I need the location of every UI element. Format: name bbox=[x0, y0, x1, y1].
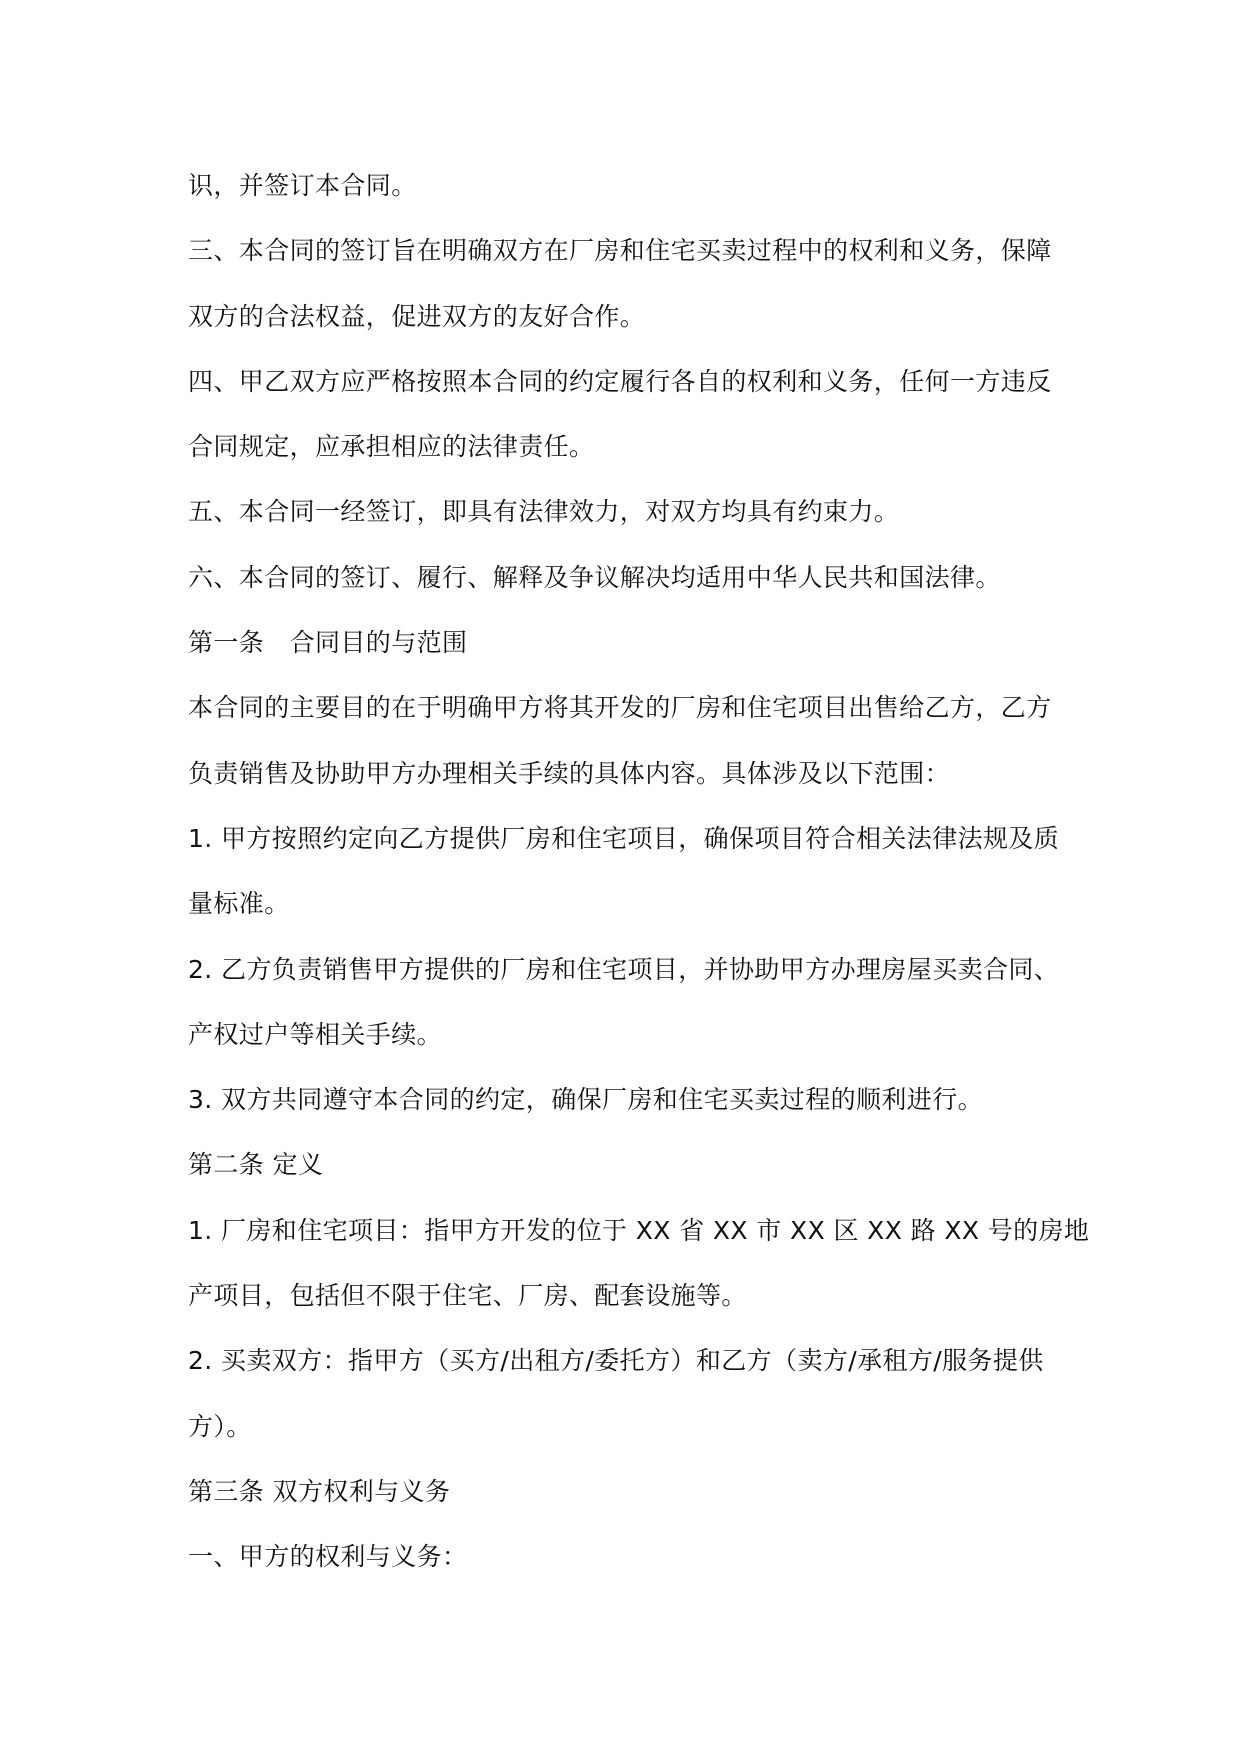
text-line: 四、甲乙双方应严格按照本合同的约定履行各自的权利和义务，任何一方违反 bbox=[188, 366, 1052, 396]
text-line: 本合同的主要目的在于明确甲方将其开发的厂房和住宅项目出售给乙方，乙方 bbox=[188, 693, 1052, 723]
list-item: 3. 双方共同遵守本合同的约定，确保厂房和住宅买卖过程的顺利进行。 bbox=[188, 1085, 984, 1115]
text-line: 合同规定，应承担相应的法律责任。 bbox=[188, 432, 595, 462]
text-line: 五、本合同一经签订，即具有法律效力，对双方均具有约束力。 bbox=[188, 497, 900, 527]
section-heading: 第二条 定义 bbox=[188, 1150, 324, 1180]
text-line: 识，并签订本合同。 bbox=[188, 171, 417, 200]
text-line: 方）。 bbox=[188, 1411, 252, 1441]
list-item: 1. 厂房和住宅项目：指甲方开发的位于 XX 省 XX 市 XX 区 XX 路 XX 号的房地 bbox=[188, 1215, 1090, 1245]
text-line: 产权过户等相关手续。 bbox=[188, 1019, 443, 1049]
list-item: 1. 甲方按照约定向乙方提供厂房和住宅项目，确保项目符合相关法律法规及质 bbox=[188, 823, 1060, 853]
section-heading: 第三条 双方权利与义务 bbox=[188, 1476, 451, 1506]
text-line: 双方的合法权益，促进双方的友好合作。 bbox=[188, 301, 646, 331]
section-heading: 第一条 合同目的与范围 bbox=[188, 628, 468, 658]
list-item: 2. 买卖双方：指甲方（买方/出租方/委托方）和乙方（卖方/承租方/服务提供 bbox=[188, 1346, 1044, 1376]
text-line: 负责销售及协助甲方办理相关手续的具体内容。具体涉及以下范围： bbox=[188, 758, 951, 788]
subsection-heading: 一、甲方的权利与义务： bbox=[188, 1542, 468, 1572]
text-line: 三、本合同的签订旨在明确双方在厂房和住宅买卖过程中的权利和义务，保障 bbox=[188, 236, 1052, 266]
document-body bbox=[188, 158, 1090, 1595]
text-line: 六、本合同的签订、履行、解释及争议解决均适用中华人民共和国法律。 bbox=[188, 562, 1001, 592]
text-line: 产项目，包括但不限于住宅、厂房、配套设施等。 bbox=[188, 1281, 747, 1311]
text-line: 量标准。 bbox=[188, 889, 290, 919]
list-item: 2. 乙方负责销售甲方提供的厂房和住宅项目，并协助甲方办理房屋买卖合同、 bbox=[188, 954, 1060, 984]
